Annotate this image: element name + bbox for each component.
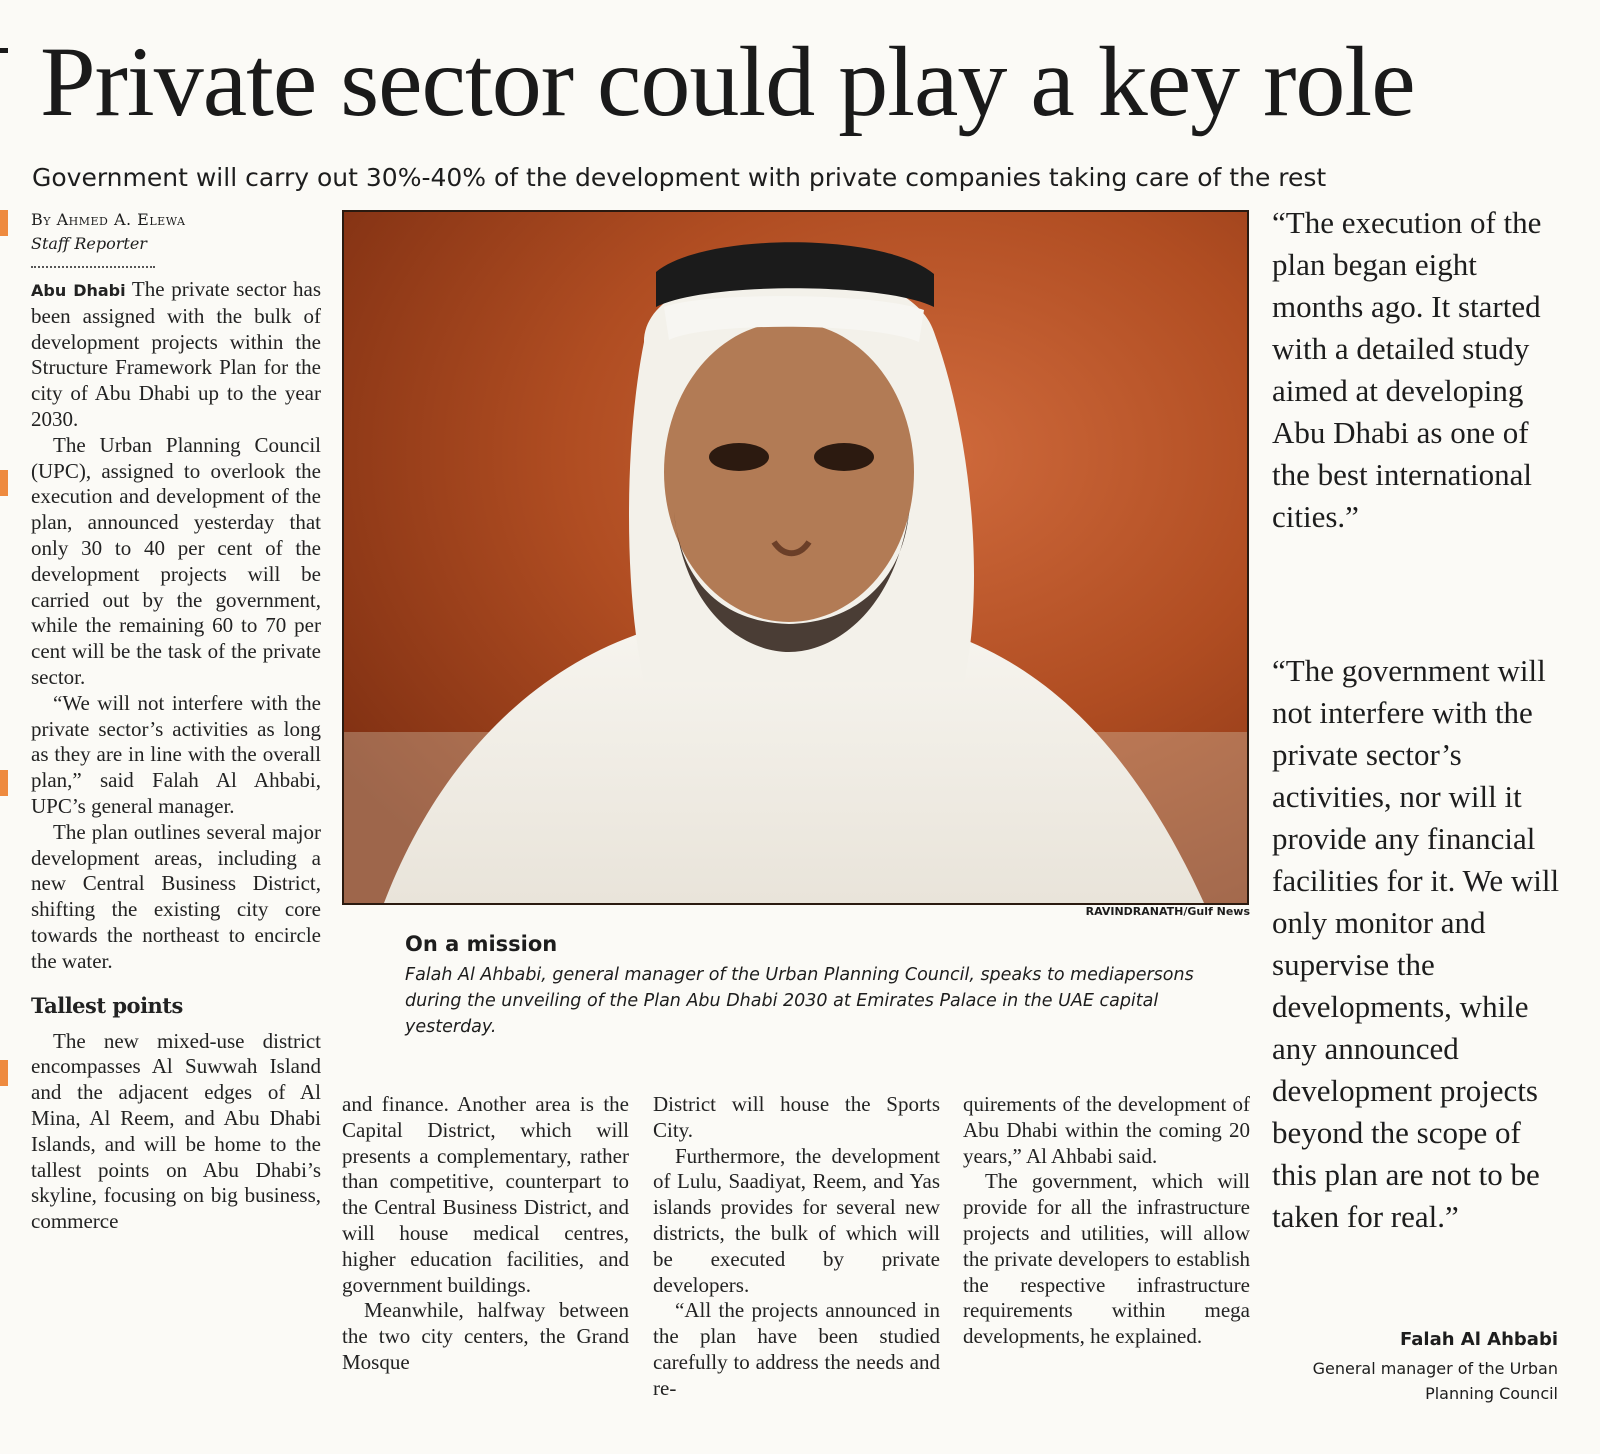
pullquote-2: “The government will not interfere with the private sector’s activities, nor will it provide any financial facilities for it. We will only monitor and supervise the developments, while any announced development projects beyond the scope of this plan are not to be taken for real.”	[1272, 653, 1560, 1234]
caption-text: Falah Al Ahbabi, general manager of the Urban Planning Council, speaks to mediapersons during the unveiling of the Plan Abu Dhabi 2030 at Emirates Palace in the UAE capital yesterday.	[405, 965, 1194, 1037]
paragraph: “All the projects announced in the plan have been studied carefully to address the needs and re-	[653, 1298, 940, 1400]
page-edge-mark	[0, 1060, 8, 1086]
article-column-3	[653, 1092, 940, 1437]
paragraph: Furthermore, the development of Lulu, Saadiyat, Reem, and Yas islands provides for several new districts, the bulk of which will be executed by private developers.	[653, 1143, 940, 1297]
article-column-4	[963, 1092, 1250, 1437]
article-column-2	[342, 1092, 629, 1437]
pullquote-1: “The execution of the plan began eight months ago. It started with a detailed study aimed at developing Abu Dhabi as one of the best international cities.”	[1272, 205, 1542, 534]
photo-credit: RAVINDRANATH/Gulf News	[1085, 905, 1250, 918]
quote-attribution-name: Falah Al Ahbabi	[1400, 1329, 1558, 1350]
paragraph-text: The private sector has been assigned with the bulk of development projects within the Structure Framework Plan for the city of Abu Dhabi up to the year 2030.	[31, 277, 321, 431]
photo	[342, 210, 1249, 905]
quote-attribution-title: General manager of the Urban Planning Council	[1312, 1359, 1558, 1403]
byline: By Ahmed A. Elewa	[31, 210, 186, 229]
paragraph: The government, which will provide for all the infrastructure projects and utilities, will allow the private developers to establish the respective infrastructure requirements within mega developments, he explained.	[963, 1169, 1250, 1349]
page-edge-mark	[0, 210, 8, 236]
byline-role: Staff Reporter	[31, 234, 147, 253]
dateline: Abu Dhabi	[31, 281, 126, 300]
paragraph: Meanwhile, halfway between the two city centers, the Grand Mosque	[342, 1298, 629, 1374]
caption-title: On a mission	[405, 932, 558, 956]
byline-divider	[31, 266, 155, 268]
portrait-illustration	[344, 212, 1247, 903]
headline-rule-mark	[0, 48, 8, 53]
paragraph: District will house the Sports City.	[653, 1092, 940, 1142]
page-edge-mark	[0, 770, 8, 796]
paragraph: The plan outlines several major development areas, including a new Central Business District, shifting the existing city core towards the northeast to encircle the water.	[31, 819, 321, 973]
paragraph: “We will not interfere with the private sector’s activities as long as they are in line with the overall plan,” said Falah Al Ahbabi, UPC’s general manager.	[31, 690, 321, 818]
subheadline: Government will carry out 30%-40% of the development with private companies taking care of the rest	[32, 163, 1327, 192]
headline: Private sector could play a key role	[40, 26, 1415, 137]
paragraph: and finance. Another area is the Capital District, which will presents a complementary, rather than competitive, counterpart to the Central Business District, and will house medical centres, higher education facilities, and government buildings.	[342, 1092, 629, 1297]
paragraph	[31, 277, 321, 433]
page-edge-mark	[0, 470, 8, 496]
byline-block	[31, 208, 321, 256]
paragraph: The new mixed-use district encompasses Al Suwwah Island and the adjacent edges of Al Mina, Al Reem, and Abu Dhabi Islands, and will be home to the tallest points on Abu Dhabi’s skyline, focusing on big business, commerce	[31, 1028, 321, 1234]
paragraph: quirements of the development of Abu Dhabi within the coming 20 years,” Al Ahbabi said.	[963, 1092, 1250, 1168]
paragraph: The Urban Planning Council (UPC), assigned to overlook the execution and development of the plan, announced yesterday that only 30 to 40 per cent of the development projects will be carried out by the government, while the remaining 60 to 70 per cent will be the task of the private sector.	[31, 432, 321, 689]
section-subhead: Tallest points	[31, 992, 183, 1018]
article-column-1	[31, 277, 321, 1437]
